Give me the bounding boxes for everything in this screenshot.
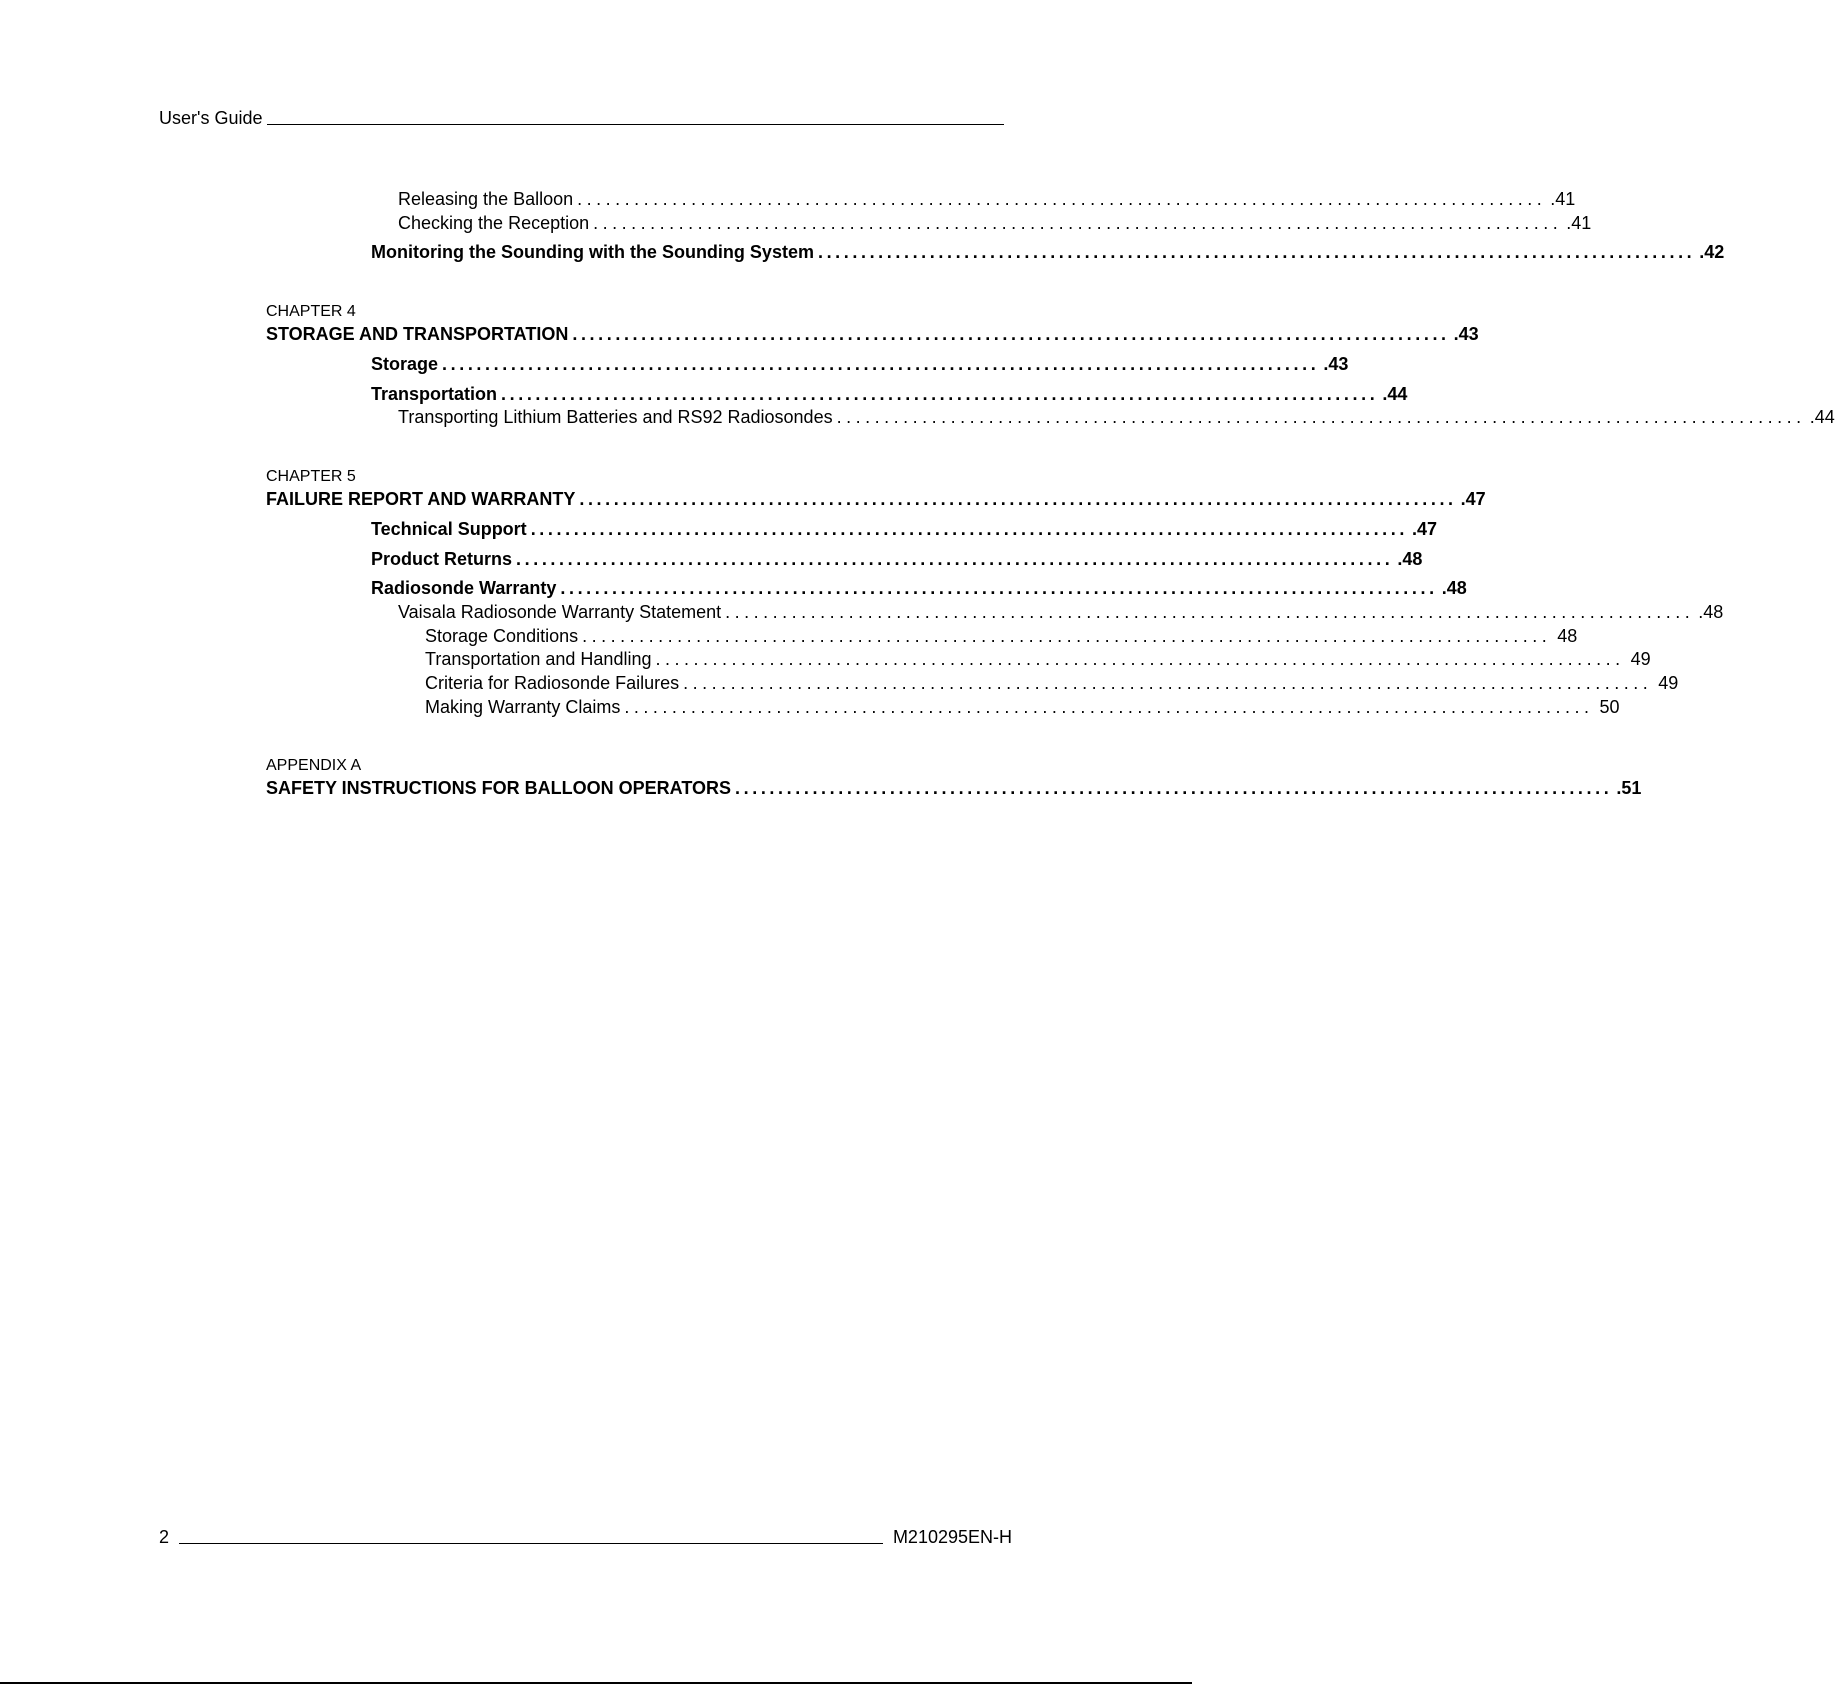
toc-page-number: .47 — [1460, 489, 1486, 509]
dot-leader: ...................................................................................................... — [582, 626, 1552, 646]
toc-entry-storage[interactable] — [371, 354, 1349, 375]
toc-entry-storage-conditions[interactable] — [425, 626, 1578, 647]
toc-entry-vaisala-statement[interactable] — [398, 602, 1724, 623]
toc-entry-monitoring[interactable] — [371, 242, 1725, 263]
page-footer — [159, 1523, 1012, 1547]
header-title: User's Guide — [159, 108, 263, 128]
toc-entry-label: STORAGE AND TRANSPORTATION — [266, 324, 569, 344]
dot-leader: ...................................................................................................... — [735, 778, 1613, 798]
dot-leader: ...................................................................................................... — [572, 324, 1450, 344]
toc-page-number: 49 — [1630, 649, 1651, 669]
dot-leader: ...................................................................................................... — [501, 384, 1379, 404]
dot-leader: ...................................................................................................... — [836, 407, 1806, 427]
toc-entry-label: Monitoring the Sounding with the Sounding System — [371, 242, 814, 262]
dot-leader: ...................................................................................................... — [624, 697, 1594, 717]
toc-page-number: .44 — [1382, 384, 1408, 404]
toc-page-number: .42 — [1699, 242, 1725, 262]
toc-page-number: .44 — [1809, 407, 1835, 427]
appendix-a-label: APPENDIX A — [266, 757, 362, 774]
toc-entry-label: Transportation and Handling — [425, 649, 652, 669]
dot-leader: ...................................................................................................... — [655, 649, 1625, 669]
toc-entry-appendix-a[interactable] — [266, 778, 1642, 799]
toc-page-number: .43 — [1453, 324, 1479, 344]
footer-document-id: M210295EN-H — [892, 1527, 1012, 1547]
toc-entry-radiosonde-warranty[interactable] — [371, 578, 1467, 599]
toc-entry-transportation[interactable] — [371, 384, 1408, 405]
page-header — [159, 104, 1004, 128]
chapter-5-label: CHAPTER 5 — [266, 468, 356, 485]
dot-leader: ...................................................................................................... — [725, 602, 1695, 622]
dot-leader: ...................................................................................................... — [516, 549, 1394, 569]
toc-page-number: .48 — [1397, 549, 1423, 569]
toc-entry-label: Storage — [371, 354, 439, 374]
toc-page-number: .48 — [1441, 578, 1467, 598]
dot-leader: ...................................................................................................... — [817, 242, 1696, 262]
toc-entry-checking-reception[interactable] — [398, 213, 1592, 234]
toc-entry-label: Making Warranty Claims — [425, 697, 621, 717]
toc-entry-label: FAILURE REPORT AND WARRANTY — [266, 489, 576, 509]
toc-entry-label: Radiosonde Warranty — [371, 578, 557, 598]
dot-leader: ...................................................................................................... — [442, 354, 1320, 374]
header-rule — [267, 124, 1004, 125]
toc-entry-label: Checking the Reception — [398, 213, 590, 233]
toc-entry-label: Criteria for Radiosonde Failures — [425, 673, 680, 693]
toc-page-number: .47 — [1412, 519, 1438, 539]
toc-page-number: .48 — [1698, 602, 1724, 622]
toc-entry-releasing-balloon[interactable] — [398, 189, 1576, 210]
dot-leader: ...................................................................................................... — [683, 673, 1653, 693]
toc-entry-chapter-4[interactable] — [266, 324, 1479, 345]
toc-entry-label: Storage Conditions — [425, 626, 579, 646]
toc-entry-product-returns[interactable] — [371, 549, 1423, 570]
toc-entry-transporting-lithium[interactable] — [398, 407, 1835, 428]
toc-entry-chapter-5[interactable] — [266, 489, 1486, 510]
dot-leader: ...................................................................................................... — [579, 489, 1457, 509]
toc-page-number: .43 — [1323, 354, 1349, 374]
toc-entry-label: Vaisala Radiosonde Warranty Statement — [398, 602, 722, 622]
toc-page-number: .51 — [1616, 778, 1642, 798]
footer-rule — [179, 1543, 883, 1544]
toc-page-number: .41 — [1550, 189, 1576, 209]
bottom-edge-line — [0, 1682, 1192, 1684]
toc-entry-making-claims[interactable] — [425, 697, 1620, 718]
toc-page-number: 48 — [1557, 626, 1578, 646]
toc-entry-label: Transporting Lithium Batteries and RS92 Radiosondes — [398, 407, 833, 427]
toc-page-number: .41 — [1566, 213, 1592, 233]
toc-entry-label: Technical Support — [371, 519, 527, 539]
toc-entry-technical-support[interactable] — [371, 519, 1438, 540]
toc-page-number: 50 — [1599, 697, 1620, 717]
footer-page-number: 2 — [159, 1527, 170, 1547]
chapter-4-label: CHAPTER 4 — [266, 303, 356, 320]
dot-leader: ...................................................................................................... — [577, 189, 1547, 209]
dot-leader: ...................................................................................................... — [530, 519, 1408, 539]
toc-entry-label: Transportation — [371, 384, 498, 404]
toc-entry-label: Releasing the Balloon — [398, 189, 574, 209]
toc-entry-label: Product Returns — [371, 549, 513, 569]
toc-page-number: 49 — [1658, 673, 1679, 693]
toc-entry-transportation-handling[interactable] — [425, 649, 1651, 670]
toc-entry-label: SAFETY INSTRUCTIONS FOR BALLOON OPERATORS — [266, 778, 732, 798]
dot-leader: ...................................................................................................... — [593, 213, 1563, 233]
dot-leader: ...................................................................................................... — [560, 578, 1438, 598]
toc-entry-criteria-failures[interactable] — [425, 673, 1679, 694]
